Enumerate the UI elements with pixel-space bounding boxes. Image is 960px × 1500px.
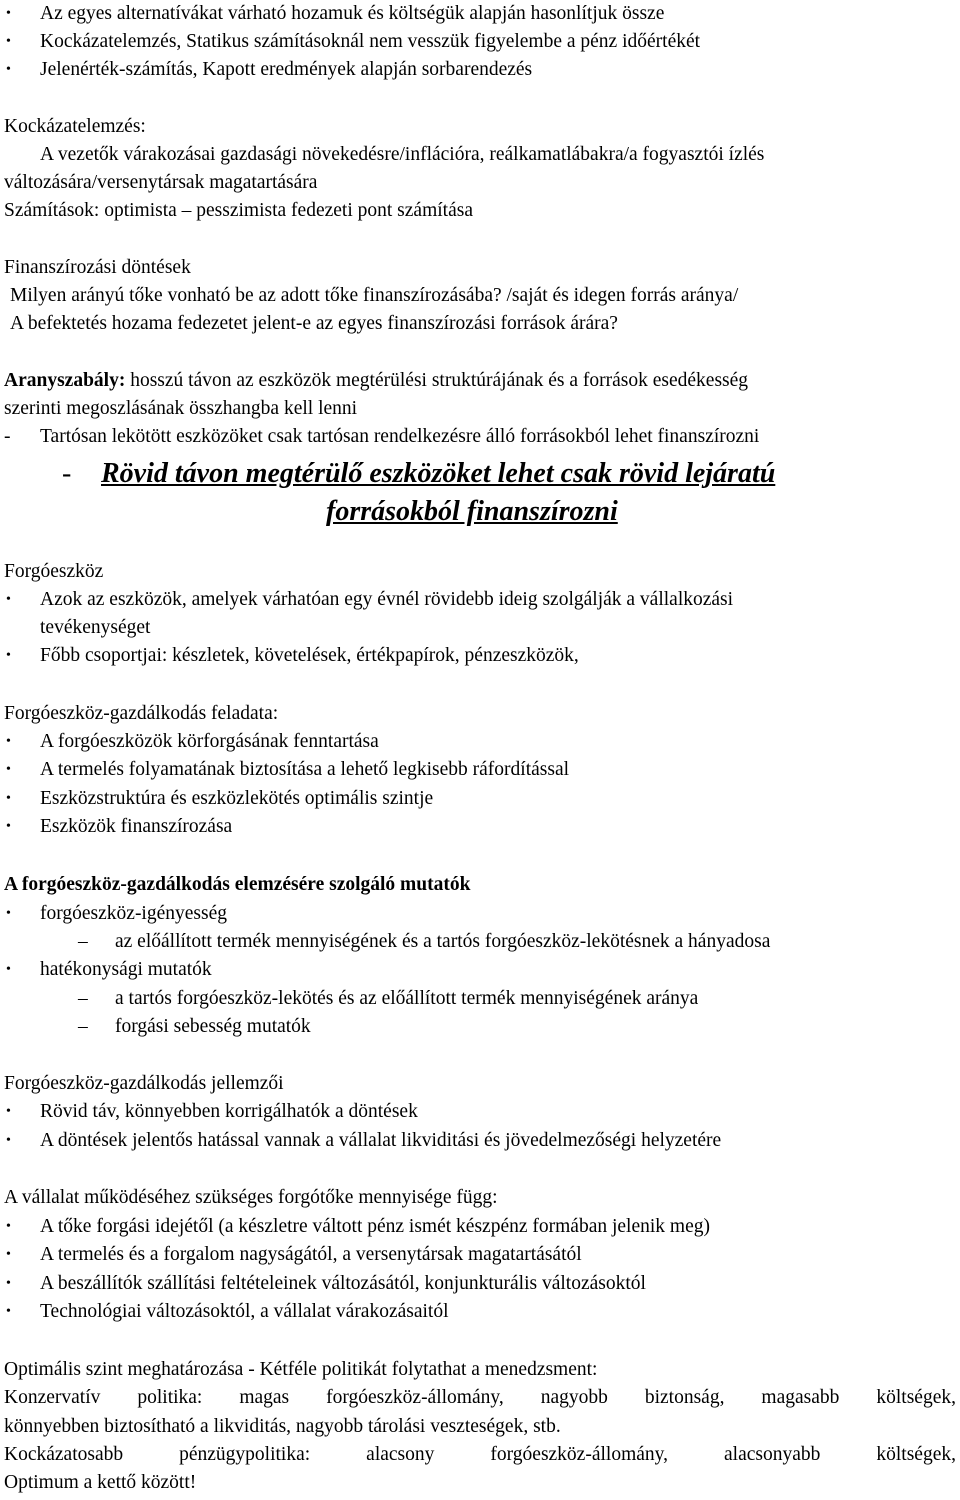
bullet-icon: • [6,1104,11,1119]
paragraph-line: változására/versenytársak magatartására [4,172,318,193]
bullet-icon: • [6,1276,11,1291]
bullet-icon: • [6,1304,11,1319]
section-heading: Forgóeszköz-gazdálkodás feladata: [4,703,279,724]
bullet-icon: • [6,791,11,806]
bullet-icon: • [6,6,11,21]
section-heading: Forgóeszköz [4,561,104,582]
paragraph-line: Milyen arányú tőke vonható be az adott tőke finanszírozásába? /saját és idegen forrás aránya/ [10,285,739,306]
paragraph-line: Tartósan lekötött eszközöket csak tartósan rendelkezésre álló forrásokból lehet finanszírozni [40,426,760,447]
dash-marker: - [4,426,11,447]
emphasis-line: forrásokból finanszírozni [326,496,618,527]
bullet-icon: • [6,962,11,977]
paragraph-line: Optimum a kettő között! [4,1472,197,1493]
bullet-icon: • [6,762,11,777]
bullet-icon: • [6,1247,11,1262]
dash-marker: – [78,931,88,952]
bullet-icon: • [6,34,11,49]
paragraph-line: Konzervatív politika: magas forgóeszköz-állomány, nagyobb biztonság, magasabb költségek, [4,1387,956,1408]
paragraph-line: A befektetés hozama fedezetet jelent-e az egyes finanszírozási források árára? [10,313,618,334]
section-heading: A forgóeszköz-gazdálkodás elemzésére szolgáló mutatók [4,874,471,895]
bullet-icon: • [6,1219,11,1234]
bullet-icon: • [6,906,11,921]
paragraph-line: tevékenységet [40,617,151,638]
paragraph-line: szerinti megoszlásának összhangba kell lenni [4,398,358,419]
bullet-icon: • [6,592,11,607]
golden-rule-text: hosszú távon az eszközök megtérülési struktúrájának és a források esedékesség [130,370,749,391]
paragraph-line: Optimális szint meghatározása - Kétféle politikát folytathat a menedzsment: [4,1359,598,1380]
dash-marker: – [78,1016,88,1037]
bullet-icon: • [6,734,11,749]
bullet-icon: • [6,819,11,834]
document-page: • Az egyes alternatívákat várható hozamuk és költségük alapján hasonlítjuk össze • Kockázatelemzés, Statikus számításoknál nem vesszük figyelembe a pénz időértékét • Jelenérték-számítás, Kapott eredmények alapján sorbarendezés Kockázatelemzés: A vezetők várakozásai gazdasági növekedésre/inflációra, reálkamatlábakra/a fogyasztói ízlés változására/versenytársak magatartására Számítások: optimista – pesszimista fedezeti pont számítása Finanszírozási döntések Milyen arányú tőke vonható be az adott tőke finanszírozásába? /saját és idegen forrás aránya/ A befektetés hozama fedezetet jelent-e az egyes finanszírozási források árára? Aranyszabály: hosszú távon az eszközök megtérülési struktúrájának és a források esedékesség szerinti megoszlásának összhangba kell lenni - Tartósan lekötött eszközöket csak tartósan rendelkezésre álló forrásokból lehet finanszírozni - Rövid távon megtérülő eszközöket lehet csak rövid lejáratú forrásokból finanszírozni Forgóeszköz • Azok az eszközök, amelyek várhatóan egy évnél rövidebb ideig szolgálják a vállalkozási tevékenységet • Főbb csoportjai: készletek, követelések, értékpapírok, pénzeszközök, Forgóeszköz-gazdálkodás feladata: • A forgóeszközök körforgásának fenntartása • A termelés folyamatának biztosítása a lehető legkisebb ráfordítással • Eszközstruktúra és eszközlekötés optimális szintje • Eszközök finanszírozása A forgóeszköz-gazdálkodás elemzésére szolgáló mutatók • forgóeszköz-igényesség – az előállított termék mennyiségének és a tartós forgóeszköz-lekötésnek a hányadosa • hatékonysági mutatók – a tartós forgóeszköz-lekötés és az előállított termék mennyiségének aránya – forgási sebesség mutatók Forgóeszköz-gazdálkodás jellemzői • Rövid táv, könnyebben korrigálhatók a döntések • A döntések jelentős hatással vannak a vállalat likviditási és jövedelmezőségi helyzetére A vállalat működéséhez szükséges forgótőke mennyisége függ: • A tőke forgási idejétől (a készletre váltott pénz ismét készpénz formában jelenik meg) • A termelés és a forgalom nagyságától, a versenytársak magatartásától • A beszállítók szállítási feltételeinek változásától, konjunkturális változásoktól • Technológiai változásoktól, a vállalat várakozásaitól Optimális szint meghatározása - Kétféle politikát folytathat a menedzsment: Konzervatív politika: magas forgóeszköz-állomány, nagyobb biztonság, magasabb költségek, könnyebben biztosítható a likviditás, nagyobb tárolási veszteségek, stb. Kockázatosabb pénzügypolitika: alacsony forgóeszköz-állomány, alacsonyabb költségek, Optimum a kettő között! [0,0,960,1500]
paragraph-line: könnyebben biztosítható a likviditás, nagyobb tárolási veszteségek, stb. [4,1416,561,1437]
section-heading: Kockázatelemzés: [4,116,146,137]
dash-marker: - [62,458,72,489]
section-heading: Forgóeszköz-gazdálkodás jellemzői [4,1073,284,1094]
paragraph-line: Kockázatosabb pénzügypolitika: alacsony forgóeszköz-állomány, alacsonyabb költségek, [4,1444,956,1465]
paragraph-line: Számítások: optimista – pesszimista fedezeti pont számítása [4,200,473,221]
bullet-icon: • [6,1133,11,1148]
paragraph-line: A vezetők várakozásai gazdasági növekedésre/inflációra, reálkamatlábakra/a fogyasztói ízlés [40,144,765,165]
section-heading: A vállalat működéséhez szükséges forgótőke mennyisége függ: [4,1187,498,1208]
bullet-icon: • [6,62,11,77]
section-heading: Finanszírozási döntések [4,257,191,278]
dash-marker: – [78,988,88,1009]
bullet-icon: • [6,648,11,663]
emphasis-line: Rövid távon megtérülő eszközöket lehet csak rövid lejáratú [101,458,776,489]
golden-rule-label: Aranyszabály: [4,370,126,391]
golden-rule-line [4,367,748,396]
